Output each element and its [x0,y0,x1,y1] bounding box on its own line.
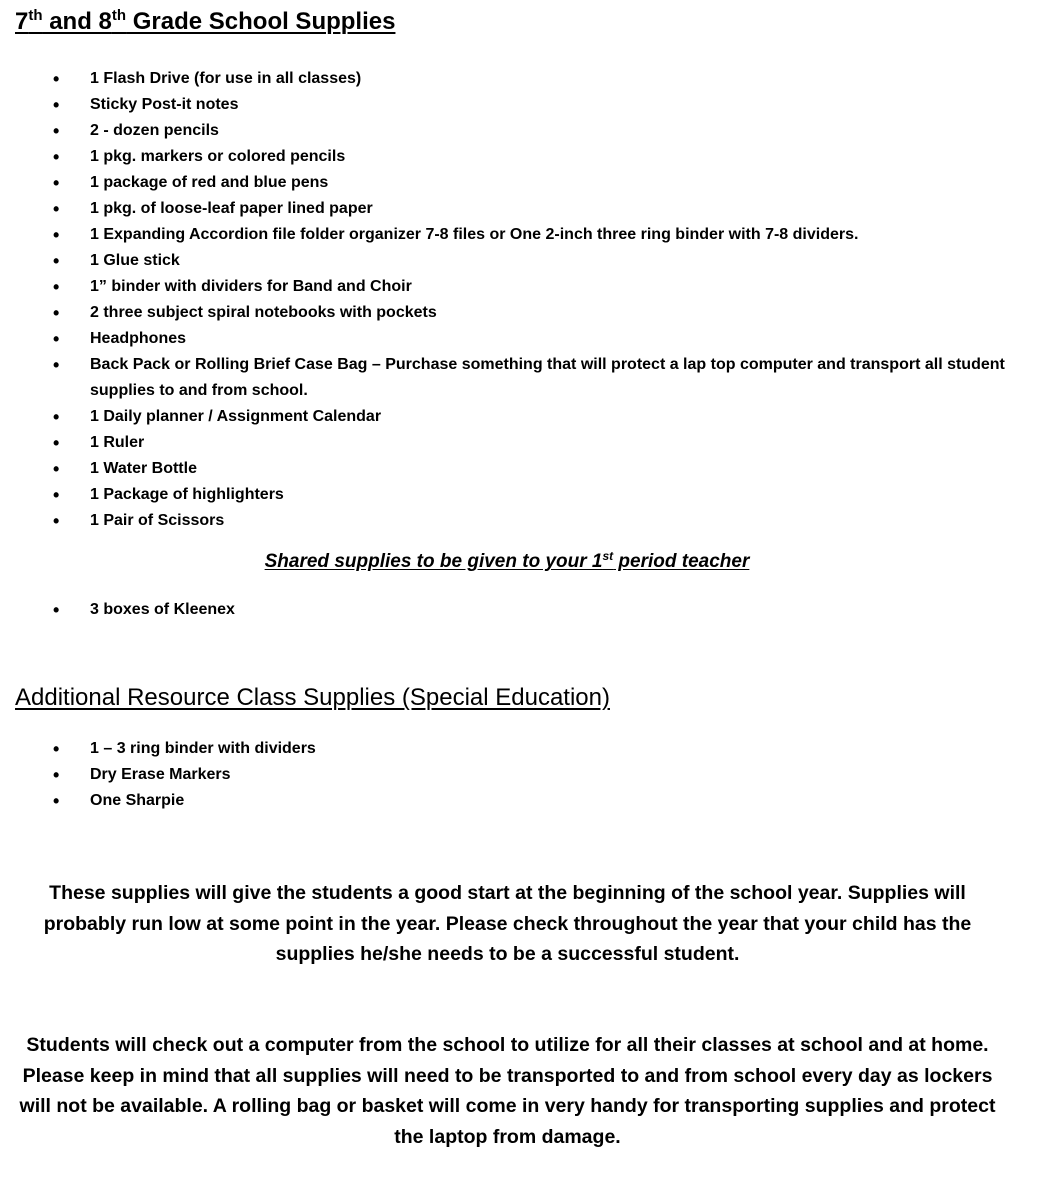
list-item: • 1 pkg. of loose-leaf paper lined paper [0,196,1010,222]
shared-supplies-heading [0,548,1014,576]
list-item: • 1 Pair of Scissors [0,508,1010,534]
supplies-list [0,66,1010,534]
list-item: • 2 three subject spiral notebooks with pockets [0,300,1010,326]
list-item: • 3 boxes of Kleenex [0,597,1010,623]
title-grade-a-suffix: th [28,7,43,24]
resource-supplies-list [0,736,1010,814]
list-item: • 1 Package of highlighters [0,482,1010,508]
list-item: • 1 Expanding Accordion file folder organizer 7-8 files or One 2-inch three ring binder with 7-8 dividers. [0,222,1010,248]
list-item: • Headphones [0,326,1010,352]
page-title [15,7,396,35]
list-item: • 1 Water Bottle [0,456,1010,482]
list-item: • 1 Flash Drive (for use in all classes) [0,66,1010,92]
shared-heading-end: period teacher [613,551,750,572]
list-item: • Dry Erase Markers [0,762,1010,788]
list-item: • 1 Glue stick [0,248,1010,274]
title-grade-b-suffix: th [111,7,127,24]
list-item: • 1 pkg. markers or colored pencils [0,144,1010,170]
title-grade-a: 7 [15,8,29,35]
list-item: • 1 Daily planner / Assignment Calendar [0,404,1010,430]
list-item: • 1 Ruler [0,430,1010,456]
list-item: • Back Pack or Rolling Brief Case Bag – Purchase something that will protect a lap top computer and transport all student supplies to and from school. [0,352,1010,404]
shared-heading-start: Shared supplies to be given to your 1 [264,551,603,572]
list-item: • 1 – 3 ring binder with dividers [0,736,1010,762]
list-item: • 1 package of red and blue pens [0,170,1010,196]
title-rest: Grade School Supplies [126,8,396,35]
title-joiner: and 8 [42,8,112,35]
shared-heading-sup: st [602,549,614,563]
list-item: • 2 - dozen pencils [0,118,1010,144]
list-item: • Sticky Post-it notes [0,92,1010,118]
shared-supplies-list [0,597,1010,623]
resource-heading: Additional Resource Class Supplies (Special Education) [15,684,610,711]
list-item: • 1” binder with dividers for Band and Choir [0,274,1010,300]
computer-note-paragraph: Students will check out a computer from the school to utilize for all their classes at school and at home. Please keep in mind that all supplies will need to be transported to and from school every day as lockers will not be available. A rolling bag or basket will come in very handy for transporting supplies and protect the laptop from damage. [19,1034,996,1148]
list-item: • One Sharpie [0,788,1010,814]
supplies-note-paragraph: These supplies will give the students a good start at the beginning of the school year. Supplies will probably run low at some point in the year. Please check throughout the year that your child has the supplies he/she needs to be a successful student. [43,882,972,965]
